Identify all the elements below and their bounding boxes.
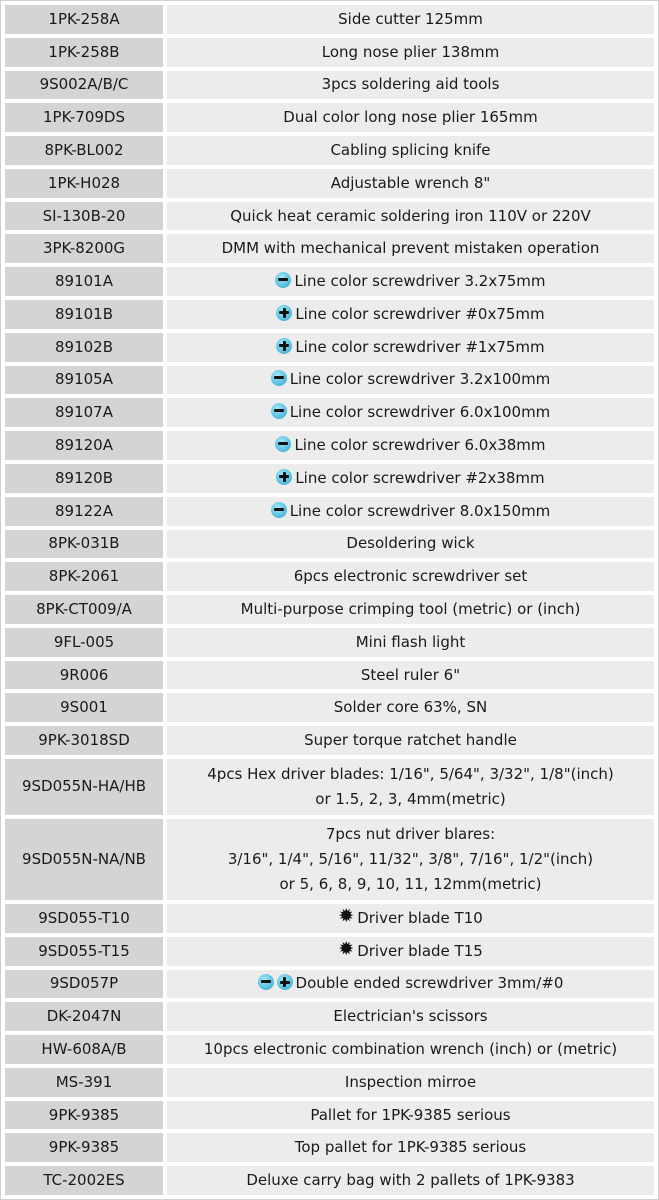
description-text: Super torque ratchet handle (304, 731, 517, 750)
description-line: or 1.5, 2, 3, 4mm(metric) (315, 789, 506, 808)
description-cell (167, 366, 654, 395)
description-cell (167, 464, 654, 493)
table-row (5, 464, 654, 493)
description-cell (167, 530, 654, 559)
table-row (5, 333, 654, 362)
description-text: Cabling splicing knife (330, 141, 491, 160)
table-row (5, 726, 654, 755)
part-number-cell: MS-391 (5, 1068, 163, 1097)
torx-icon (338, 942, 354, 958)
table-row (5, 1068, 654, 1097)
description-cell (167, 1166, 654, 1195)
part-number-cell: 89105A (5, 366, 163, 395)
table-row (5, 5, 654, 34)
part-number-cell: 9PK-9385 (5, 1133, 163, 1162)
part-number-cell: TC-2002ES (5, 1166, 163, 1195)
description-text: Multi-purpose crimping tool (metric) or (inch) (240, 599, 581, 618)
table-row (5, 1101, 654, 1130)
description-text: Top pallet for 1PK-9385 serious (294, 1138, 527, 1157)
part-number-cell: 9S001 (5, 693, 163, 722)
torx-icon (338, 909, 354, 925)
description-text: Pallet for 1PK-9385 serious (310, 1105, 511, 1124)
description-cell (167, 202, 654, 231)
description-cell (167, 267, 654, 296)
slotted-screwdriver-icon (271, 403, 287, 419)
part-number-cell: 9R006 (5, 661, 163, 690)
description-text: Adjustable wrench 8" (330, 173, 491, 192)
description-text: Desoldering wick (346, 534, 475, 553)
part-number-cell: 89101B (5, 300, 163, 329)
description-cell (167, 937, 654, 966)
table-row (5, 904, 654, 933)
description-text: DMM with mechanical prevent mistaken operation (221, 239, 600, 258)
part-number-cell: 9SD055-T10 (5, 904, 163, 933)
table-row (5, 661, 654, 690)
description-cell (167, 333, 654, 362)
description-cell (167, 819, 654, 900)
description-text: Side cutter 125mm (338, 9, 483, 28)
description-cell (167, 300, 654, 329)
description-cell (167, 693, 654, 722)
description-text: Driver blade T15 (357, 941, 483, 960)
part-number-cell: 89120B (5, 464, 163, 493)
table-row (5, 595, 654, 624)
slotted-screwdriver-icon (275, 436, 291, 452)
description-text: Inspection mirroe (344, 1072, 477, 1091)
part-number-cell: 1PK-709DS (5, 103, 163, 132)
description-cell (167, 628, 654, 657)
description-text: Mini flash light (355, 632, 466, 651)
part-number-cell: 1PK-H028 (5, 169, 163, 198)
description-cell (167, 431, 654, 460)
part-number-cell: 89107A (5, 398, 163, 427)
table-row (5, 431, 654, 460)
part-number-cell: 89102B (5, 333, 163, 362)
description-cell (167, 1068, 654, 1097)
phillips-screwdriver-icon (276, 338, 292, 354)
table-row (5, 169, 654, 198)
description-cell (167, 398, 654, 427)
table-row (5, 267, 654, 296)
part-number-cell: 8PK-2061 (5, 562, 163, 591)
part-number-cell: 3PK-8200G (5, 234, 163, 263)
table-row (5, 1035, 654, 1064)
table-row (5, 937, 654, 966)
part-number-cell: 9S002A/B/C (5, 71, 163, 100)
description-cell (167, 1133, 654, 1162)
part-number-cell: 89101A (5, 267, 163, 296)
slotted-screwdriver-icon (271, 370, 287, 386)
part-number-cell: 9PK-9385 (5, 1101, 163, 1130)
description-text: Line color screwdriver #0x75mm (295, 304, 545, 323)
description-cell (167, 1002, 654, 1031)
description-text: Long nose plier 138mm (321, 42, 500, 61)
part-number-cell: 1PK-258A (5, 5, 163, 34)
description-text: Line color screwdriver #2x38mm (295, 468, 545, 487)
part-number-cell: 9SD055N-HA/HB (5, 759, 163, 815)
table-row (5, 1166, 654, 1195)
description-text: Line color screwdriver 3.2x100mm (289, 370, 551, 389)
table-row (5, 202, 654, 231)
table-row (5, 38, 654, 67)
description-text: Electrician's scissors (333, 1007, 488, 1026)
table-row (5, 1133, 654, 1162)
description-cell (167, 595, 654, 624)
part-number-cell: 89120A (5, 431, 163, 460)
table-row (5, 530, 654, 559)
table-row (5, 103, 654, 132)
phillips-screwdriver-icon (277, 974, 293, 990)
phillips-screwdriver-icon (276, 469, 292, 485)
description-text: Steel ruler 6" (360, 665, 461, 684)
description-cell (167, 661, 654, 690)
description-cell (167, 726, 654, 755)
table-row (5, 628, 654, 657)
description-line: 7pcs nut driver blares: (325, 824, 496, 843)
part-number-cell: DK-2047N (5, 1002, 163, 1031)
phillips-screwdriver-icon (276, 305, 292, 321)
description-cell (167, 1035, 654, 1064)
description-cell (167, 169, 654, 198)
description-line: 3/16", 1/4", 5/16", 11/32", 3/8", 7/16", 1/2"(inch) (227, 849, 594, 868)
table-row (5, 497, 654, 526)
part-number-cell: 9SD055-T15 (5, 937, 163, 966)
description-text: Line color screwdriver #1x75mm (295, 337, 545, 356)
description-line: 4pcs Hex driver blades: 1/16", 5/64", 3/32", 1/8"(inch) (207, 764, 614, 783)
part-number-cell: 1PK-258B (5, 38, 163, 67)
description-text: 10pcs electronic combination wrench (inch) or (metric) (203, 1039, 618, 1058)
description-cell (167, 970, 654, 999)
table-row (5, 71, 654, 100)
table-row (5, 398, 654, 427)
description-text: Solder core 63%, SN (333, 698, 488, 717)
description-text: Quick heat ceramic soldering iron 110V or 220V (230, 206, 591, 225)
part-number-cell: 8PK-BL002 (5, 136, 163, 165)
table-row (5, 136, 654, 165)
part-number-cell: SI-130B-20 (5, 202, 163, 231)
part-number-cell: 9FL-005 (5, 628, 163, 657)
slotted-screwdriver-icon (271, 502, 287, 518)
description-cell (167, 1101, 654, 1130)
description-text: 3pcs soldering aid tools (321, 75, 500, 94)
description-cell (167, 38, 654, 67)
description-cell (167, 71, 654, 100)
description-cell (167, 136, 654, 165)
description-text: Line color screwdriver 6.0x100mm (289, 403, 551, 422)
part-number-cell: 9PK-3018SD (5, 726, 163, 755)
description-text: 6pcs electronic screwdriver set (293, 567, 528, 586)
part-number-cell: 9SD057P (5, 970, 163, 999)
description-cell (167, 904, 654, 933)
part-number-cell: 8PK-CT009/A (5, 595, 163, 624)
description-cell (167, 497, 654, 526)
description-text: Driver blade T10 (357, 908, 483, 927)
description-cell (167, 562, 654, 591)
part-number-cell: 9SD055N-NA/NB (5, 819, 163, 900)
description-cell (167, 103, 654, 132)
description-cell (167, 234, 654, 263)
table-row (5, 234, 654, 263)
table-row (5, 759, 654, 815)
description-cell (167, 759, 654, 815)
table-row (5, 693, 654, 722)
description-line: or 5, 6, 8, 9, 10, 11, 12mm(metric) (279, 874, 542, 893)
table-row (5, 970, 654, 999)
parts-table-body (5, 5, 654, 1195)
slotted-screwdriver-icon (258, 974, 274, 990)
description-text: Line color screwdriver 3.2x75mm (294, 272, 546, 291)
part-number-cell: HW-608A/B (5, 1035, 163, 1064)
description-cell (167, 5, 654, 34)
slotted-screwdriver-icon (275, 272, 291, 288)
part-number-cell: 8PK-031B (5, 530, 163, 559)
table-row (5, 300, 654, 329)
description-text: Dual color long nose plier 165mm (283, 108, 538, 127)
part-number-cell: 89122A (5, 497, 163, 526)
description-text: Line color screwdriver 6.0x38mm (294, 436, 546, 455)
table-row (5, 366, 654, 395)
description-text: Line color screwdriver 8.0x150mm (289, 501, 551, 520)
description-text: Deluxe carry bag with 2 pallets of 1PK-9383 (246, 1171, 575, 1190)
table-row (5, 1002, 654, 1031)
table-row (5, 819, 654, 900)
description-text: Double ended screwdriver 3mm/#0 (295, 974, 564, 993)
table-row (5, 562, 654, 591)
